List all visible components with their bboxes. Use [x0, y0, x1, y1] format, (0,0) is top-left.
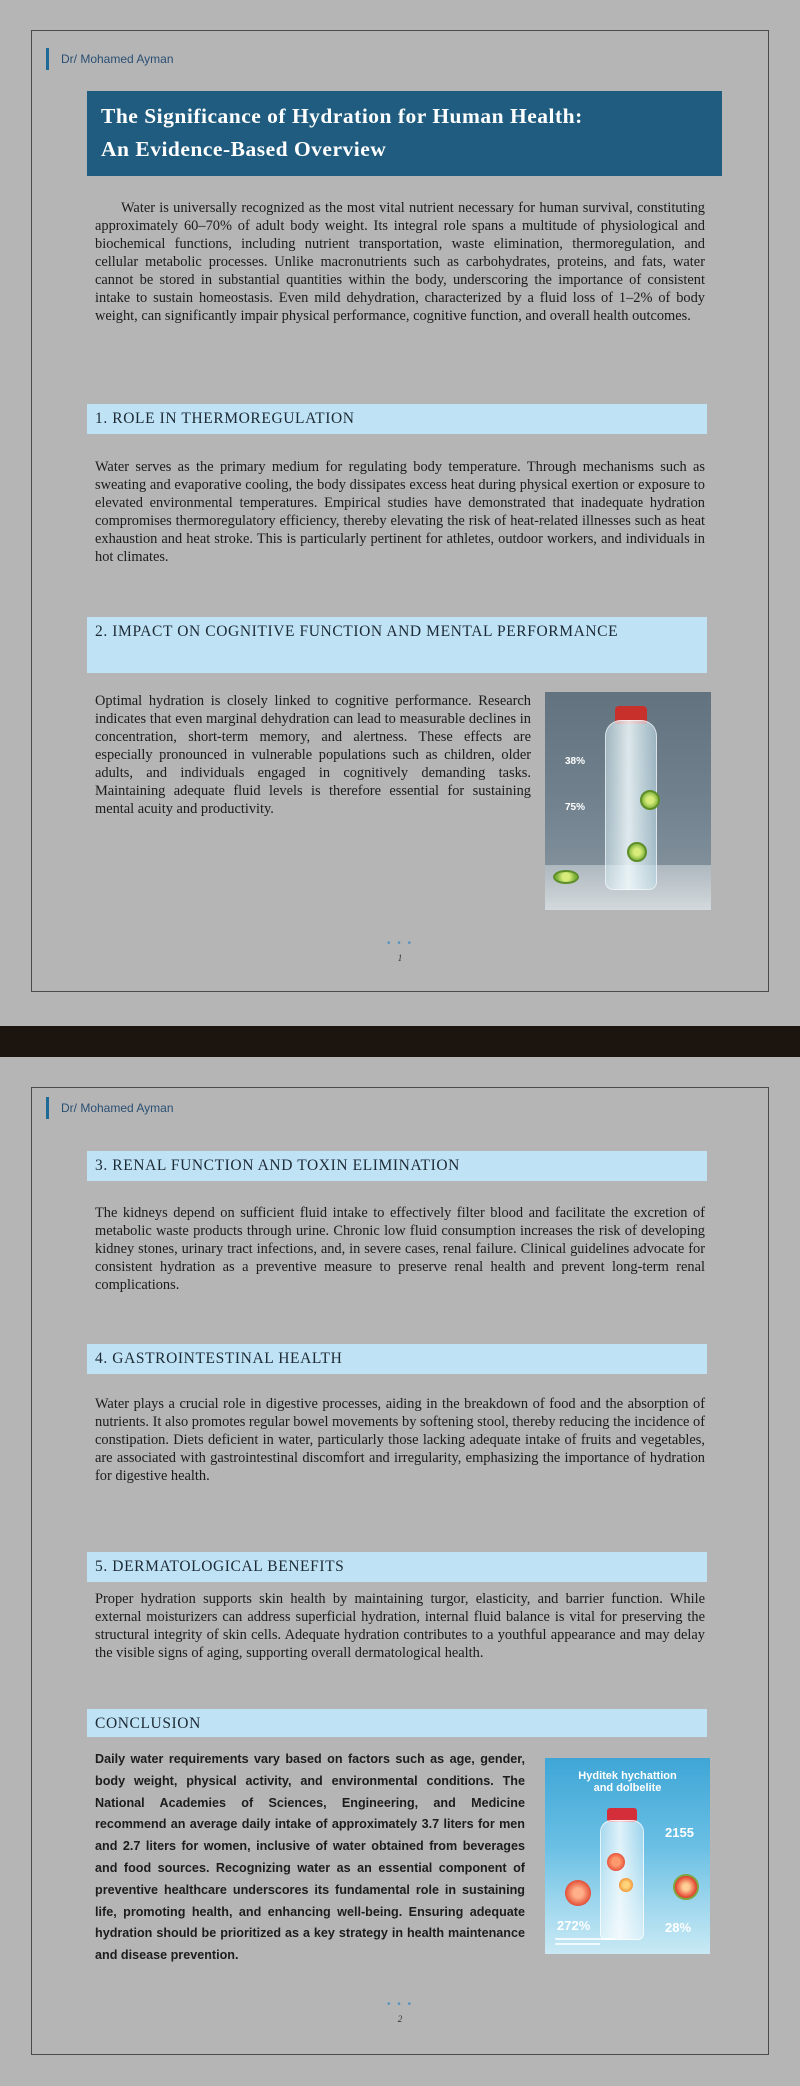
section-text-dermatological: Proper hydration supports skin health by maintaining turgor, elasticity, and barrier function. While external moisturizers can address superficial hydration, internal fluid balance is vital for preserving the structural integrity of skin cells. Adequate hydration contributes to a youthful appearance and may delay the visible signs of aging, supporting overall dermatological health. — [95, 1591, 705, 1661]
caption-line — [555, 1943, 600, 1945]
title-line-2: An Evidence-Based Overview — [101, 137, 387, 161]
caption-line — [555, 1938, 615, 1940]
section-text-cognitive: Optimal hydration is closely linked to cognitive performance. Research indicates that even marginal dehydration can lead to measurable declines in concentration, short-term memory, and alertness. These effects are especially pronounced in vulnerable populations such as children, older adults, and individuals engaged in cognitively demanding tasks. Maintaining adequate fluid levels is therefore essential for sustaining mental acuity and productivity. — [95, 693, 531, 817]
intro-paragraph: Water is universally recognized as the most vital nutrient necessary for human survival, constituting approximately 60–70% of adult body weight. Its integral role spans a multitude of physiological and biochemical functions, including nutrient transportation, waste elimination, thermoregulation, and cellular metabolic processes. Unlike macronutrients such as carbohydrates, proteins, and fats, water cannot be stored in substantial quantities within the body, underscoring the importance of consistent intake to sustain homeostasis. Even mild dehydration, characterized by a fluid loss of 1–2% of body weight, can significantly impair physical performance, cognitive function, and overall health outcomes. — [95, 200, 705, 324]
infographic-stat: 28% — [665, 1920, 692, 1935]
fruit-slice — [673, 1874, 699, 1900]
section-heading-cognitive: 2. IMPACT ON COGNITIVE FUNCTION AND MENTAL PERFORMANCE — [87, 617, 707, 673]
author-header: Dr/ Mohamed Ayman — [46, 1097, 174, 1119]
section-heading-thermoregulation: 1. ROLE IN THERMOREGULATION — [87, 404, 707, 434]
fruit-slice — [619, 1878, 633, 1892]
page-number: 2 — [397, 2014, 403, 2024]
lime-slice — [640, 790, 660, 810]
infographic-title-line-2: and dolbelite — [593, 1782, 662, 1794]
document-title — [87, 91, 722, 176]
infographic-stat: 272% — [557, 1918, 591, 1933]
page-dots: • • • — [386, 938, 414, 949]
infographic-stat: 2155 — [665, 1825, 694, 1840]
section-text-gastrointestinal: Water plays a crucial role in digestive processes, aiding in the breakdown of food and the absorption of nutrients. It also promotes regular bowel movements by softening stool, thereby reducing the incidence of constipation. Diets deficient in water, particularly those lacking adequate intake of fruits and vegetables, are associated with gastrointestinal discomfort and irregularity, emphasizing the importance of hydration for digestive health. — [95, 1396, 705, 1484]
section-heading-dermatological: 5. DERMATOLOGICAL BENEFITS — [87, 1552, 707, 1582]
section-heading-conclusion: CONCLUSION — [87, 1709, 707, 1737]
fruit-slice — [607, 1853, 625, 1871]
title-line-1: The Significance of Hydration for Human Health: — [101, 104, 583, 128]
fruit-slice — [565, 1880, 591, 1906]
document-page-1 — [0, 0, 800, 1026]
section-heading-renal: 3. RENAL FUNCTION AND TOXIN ELIMINATION — [87, 1151, 707, 1181]
document-page-2 — [0, 1057, 800, 2086]
lime-slice — [553, 870, 579, 884]
page-dots: • • • — [386, 1999, 414, 2010]
infographic-title — [545, 1770, 710, 1794]
section-heading-gastrointestinal: 4. GASTROINTESTINAL HEALTH — [87, 1344, 707, 1374]
conclusion-text: Daily water requirements vary based on factors such as age, gender, body weight, physical activity, and environmental conditions. The National Academies of Sciences, Engineering, and Medicine recommend an average daily intake of approximately 3.7 liters for men and 2.7 liters for women, inclusive of water obtained from beverages and food sources. Recognizing water as an essential component of preventive healthcare underscores its fundamental role in sustaining life, promoting health, and enhancing well-being. Ensuring adequate hydration should be prioritized as a key strategy in health maintenance and disease prevention. — [95, 1752, 525, 1963]
page-number: 1 — [397, 953, 403, 963]
image-stat: 75% — [565, 802, 586, 813]
section-text-renal: The kidneys depend on sufficient fluid intake to effectively filter blood and facilitate the excretion of metabolic waste products through urine. Chronic low fluid consumption increases the risk of developing kidney stones, urinary tract infections, and, in severe cases, renal failure. Clinical guidelines advocate for consistent hydration as a preventive measure to preserve renal health and prevent long-term renal complications. — [95, 1205, 705, 1293]
hydration-infographic — [545, 1758, 710, 1954]
image-stat: 38% — [565, 756, 586, 767]
author-header: Dr/ Mohamed Ayman — [46, 48, 174, 70]
lime-slice — [627, 842, 647, 862]
page-separator — [0, 1026, 800, 1057]
section-text-thermoregulation: Water serves as the primary medium for regulating body temperature. Through mechanisms such as sweating and evaporative cooling, the body dissipates excess heat during physical exertion or exposure to elevated environmental temperatures. Empirical studies have demonstrated that inadequate hydration compromises thermoregulatory efficiency, thereby elevating the risk of heat-related illnesses such as heat exhaustion and heat stroke. This is particularly pertinent for athletes, outdoor workers, and individuals in hot climates. — [95, 459, 705, 565]
infographic-title-line-1: Hyditek hychattion — [578, 1770, 677, 1782]
water-bottle-photo — [545, 692, 711, 910]
